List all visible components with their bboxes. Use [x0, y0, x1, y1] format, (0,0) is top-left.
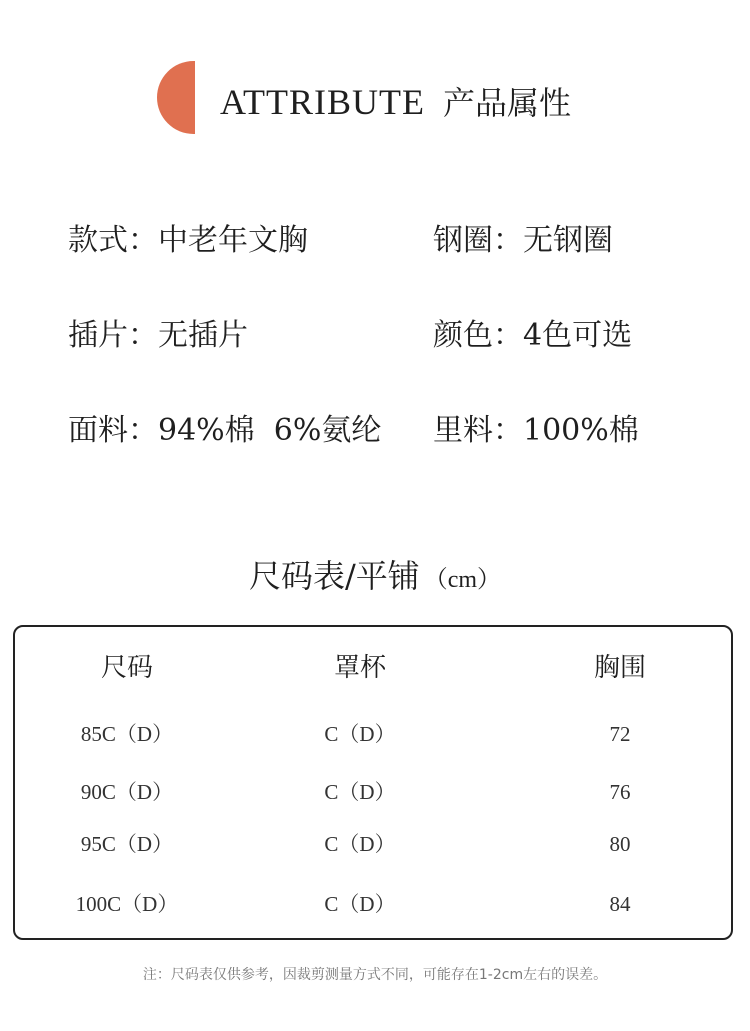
size-disclaimer-note: 注：尺码表仅供参考，因裁剪测量方式不同，可能存在1-2cm左右的误差。	[142, 967, 608, 983]
attribute-fabric	[68, 411, 381, 451]
size-chart-unit: （cm）	[423, 567, 502, 593]
table-cell: 90C（D）	[80, 780, 174, 804]
size-chart-title	[0, 554, 750, 602]
attribute-title-zh: 产品属性	[442, 84, 571, 122]
attribute-label: 款式：	[68, 223, 158, 258]
table-cell: 80	[609, 832, 631, 856]
attribute-label: 里料：	[433, 413, 523, 448]
attribute-label: 颜色：	[433, 318, 523, 353]
table-header-bust: 胸围	[593, 653, 646, 683]
size-table	[13, 625, 733, 940]
table-cell: 84	[609, 892, 631, 916]
table-header-size: 尺码	[100, 653, 153, 683]
table-cell: 95C（D）	[80, 832, 174, 856]
attribute-title-en: ATTRIBUTE	[220, 82, 425, 122]
half-circle-icon	[157, 61, 195, 134]
attribute-label: 面料：	[68, 413, 158, 448]
attribute-value: 94%棉 6%氨纶	[158, 413, 382, 448]
attribute-title	[220, 80, 571, 125]
attribute-underwire	[433, 221, 613, 261]
table-cell: 72	[609, 722, 631, 746]
attribute-value: 100%棉	[523, 413, 639, 448]
attribute-value: 中老年文胸	[158, 223, 308, 258]
table-cell: 76	[609, 780, 631, 804]
attribute-insert	[68, 316, 248, 356]
attribute-lining	[433, 411, 639, 451]
attribute-label: 钢圈：	[433, 223, 523, 258]
attribute-value: 无钢圈	[523, 223, 613, 258]
table-cell: C（D）	[324, 892, 396, 916]
table-cell: 85C（D）	[80, 722, 174, 746]
table-cell: 100C（D）	[75, 892, 179, 916]
size-chart-title-text: 尺码表/平铺	[248, 557, 420, 595]
table-cell: C（D）	[324, 832, 396, 856]
attribute-color	[433, 316, 632, 356]
attribute-value: 无插片	[158, 318, 248, 353]
attribute-value: 4色可选	[523, 318, 633, 353]
table-cell: C（D）	[324, 780, 396, 804]
attribute-style	[68, 221, 308, 261]
table-header-cup: 罩杯	[333, 653, 386, 683]
table-cell: C（D）	[324, 722, 396, 746]
attribute-label: 插片：	[68, 318, 158, 353]
